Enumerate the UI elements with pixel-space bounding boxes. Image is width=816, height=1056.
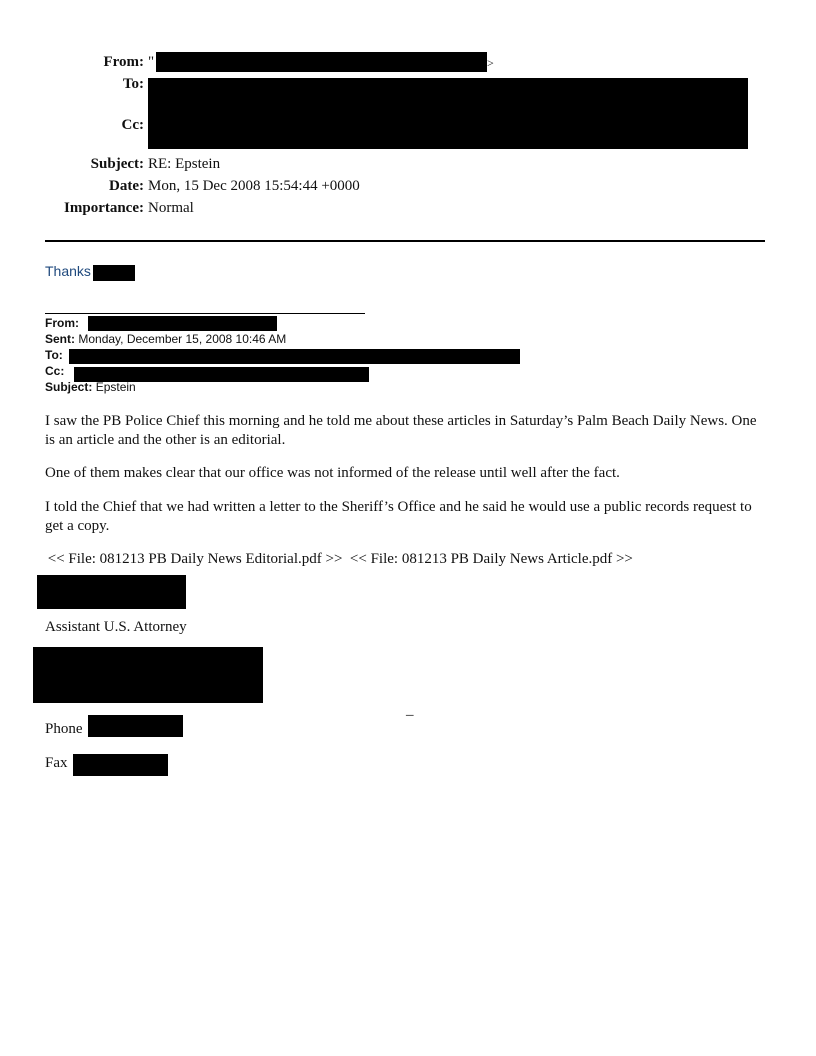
stray-dash: – [406,707,414,723]
header-divider [45,240,765,242]
from-label: From: [103,54,144,70]
from-tail: > [487,56,494,70]
body-paragraph-3: I told the Chief that we had written a letter to the Sheriff’s Office and he said he would use a public records request to get a copy. [45,499,752,534]
redaction-signature-name [37,575,186,609]
orig-from-label: From: [45,316,79,330]
subject-value: RE: Epstein [148,156,221,172]
redaction-orig-from [88,316,277,331]
fax-label: Fax [45,755,68,771]
redaction-phone [88,715,183,737]
date-value: Mon, 15 Dec 2008 15:54:44 +0000 [148,178,360,194]
body-paragraph-2: One of them makes clear that our office was not informed of the release until well after the fact. [45,465,620,481]
phone-label: Phone [45,721,83,737]
importance-value: Normal [148,200,194,216]
body-paragraph-1: I saw the PB Police Chief this morning and he told me about these articles in Saturday’s Palm Beach Daily News. One is an article and the other is an editorial. [45,413,757,448]
signature-title: Assistant U.S. Attorney [45,619,187,635]
attachments-line: << File: 081213 PB Daily News Editorial.pdf >> << File: 081213 PB Daily News Article.pdf >> [44,551,633,567]
importance-label: Importance: [64,200,144,216]
redaction-from [156,52,487,72]
orig-to-label: To: [45,348,63,362]
redaction-signature-office [33,647,263,703]
orig-sent-value: Monday, December 15, 2008 10:46 AM [78,332,287,346]
subject-label: Subject: [90,156,144,172]
orig-subject-label: Subject: [45,380,93,394]
from-value: " [148,54,155,70]
date-label: Date: [109,178,144,194]
redaction-fax [73,754,168,776]
redaction-orig-to [69,349,520,364]
original-divider [45,313,365,314]
to-label: To: [122,76,144,92]
orig-subject-value: Epstein [95,380,136,394]
redaction-to-cc [148,78,748,149]
redaction-thanks-name [93,265,135,281]
cc-label: Cc: [121,117,144,133]
reply-thanks: Thanks [45,263,91,279]
orig-cc-label: Cc: [45,364,65,378]
orig-sent-label: Sent: [45,332,75,346]
